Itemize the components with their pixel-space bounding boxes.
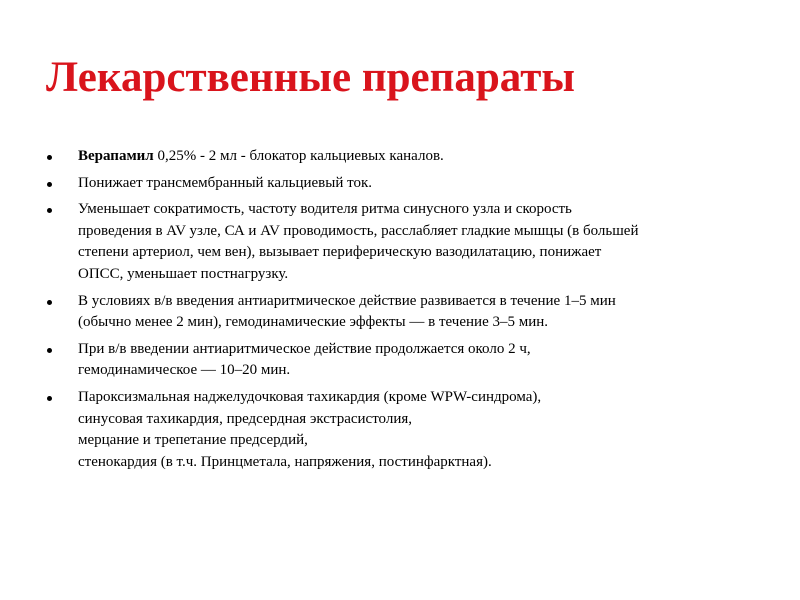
bullet-item <box>46 387 756 473</box>
bullet-item <box>46 291 756 334</box>
bullet-list <box>46 146 756 478</box>
bullet-dot-icon <box>47 396 52 401</box>
bullet-line: Уменьшает сократимость, частоту водителя ритма синусного узла и скорость <box>78 201 572 218</box>
bullet-item <box>46 339 756 382</box>
bullet-line: Пароксизмальная наджелудочковая тахикардия (кроме WPW-синдрома), <box>78 388 542 405</box>
drug-name: Верапамил <box>78 148 154 164</box>
bullet-line: (обычно менее 2 мин), гемодинамические эффекты — в течение 3–5 мин. <box>78 314 549 331</box>
bullet-dot-icon <box>47 208 52 213</box>
bullet-dot-icon <box>47 348 52 353</box>
bullet-line: степени артериол, чем вен), вызывает периферическую вазодилатацию, понижает <box>78 244 602 261</box>
bullet-line: При в/в введении антиаритмическое действие продолжается около 2 ч, <box>78 340 531 357</box>
bullet-item <box>46 199 756 285</box>
bullet-line: ОПСС, уменьшает постнагрузку. <box>78 265 289 282</box>
bullet-line: стенокардия (в т.ч. Принцметала, напряжения, постинфарктная). <box>78 453 492 470</box>
bullet-text: 0,25% - 2 мл - блокатор кальциевых каналов. <box>153 148 444 164</box>
bullet-line: В условиях в/в введения антиаритмическое действие развивается в течение 1–5 мин <box>78 292 616 309</box>
bullet-dot-icon <box>47 300 52 305</box>
bullet-line: Понижает трансмембранный кальциевый ток. <box>78 174 373 191</box>
slide-title: Лекарственные препараты <box>46 54 575 101</box>
bullet-line: гемодинамическое — 10–20 мин. <box>78 362 291 379</box>
bullet-item <box>46 173 756 195</box>
bullet-line: мерцание и трепетание предсердий, <box>78 432 308 449</box>
bullet-dot-icon <box>47 182 52 187</box>
bullet-line <box>78 146 756 168</box>
bullet-item <box>46 146 756 168</box>
bullet-line: синусовая тахикардия, предсердная экстрасистолия, <box>78 410 413 427</box>
bullet-dot-icon <box>47 155 52 160</box>
bullet-line: проведения в AV узле, СА и AV проводимость, расслабляет гладкие мышцы (в большей <box>78 222 639 239</box>
